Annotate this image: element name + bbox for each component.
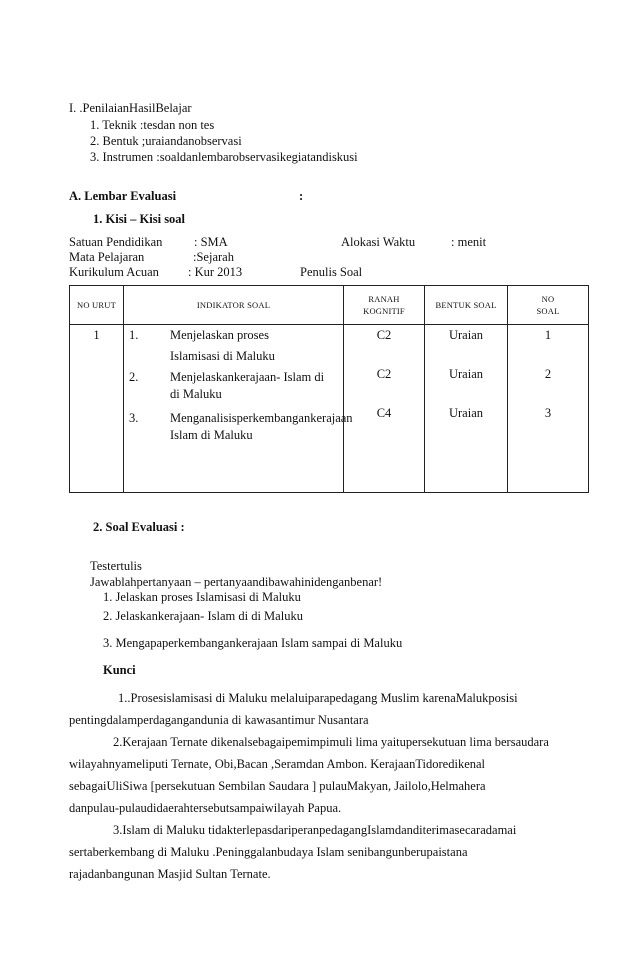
kisi-table [69,285,589,493]
no-soal-1: 1 [544,328,552,342]
indicator-num-3: 3. [129,411,139,425]
kunci-line-3: 2.Kerajaan Ternate dikenalsebagaipemimpimuli lima yaitupersekutuan lima bersaudara [113,735,549,749]
soal-instruction: Jawablahpertanyaan – pertanyaandibawahinidenganbenar! [90,575,383,589]
alokasi-value: : menit [451,235,487,249]
kunci-line-5: sebagaiUliSiwa [persekutuan Sembilan Saudara ] pulauMakyan, Jailolo,Helmahera [69,779,486,793]
satuan-label: Satuan Pendidikan [69,235,163,249]
kunci-line-8: sertaberkembang di Maluku .Peninggalanbudaya Islam senibangunberupaistana [69,845,468,859]
kunci-line-2: pentingdalamperdagangandunia di kawasantimur Nusantara [69,713,369,727]
kunci-line-4: wilayahnyameliputi Ternate, Obi,Bacan ,Seramdan Ambon. KerajaanTidoredikenal [69,757,486,771]
section-a-title: A. Lembar Evaluasi [69,189,177,203]
kisi-heading: 1. Kisi – Kisi soal [93,212,186,226]
kurikulum-label: Kurikulum Acuan [69,265,159,279]
mapel-value: :Sejarah [193,250,234,264]
table-header-row [70,286,589,325]
row-no-cell [70,325,124,493]
kunci-line-6: danpulau-pulaudidaerahtersebutsampaiwilayah Papua. [69,801,342,815]
header-no-urut: NO URUT [70,286,124,325]
kurikulum-value: : Kur 2013 [188,265,243,279]
header-ranah [344,286,425,325]
header-no-soal [508,286,589,325]
no-soal-2: 2 [544,367,552,381]
section1-heading: I. .PenilaianHasilBelajar [69,101,192,115]
header-no-soal-line1: NO [541,294,555,304]
mapel-label: Mata Pelajaran [69,250,145,264]
indicator-num-1: 1. [129,328,139,342]
indicator-num-2: 2. [129,370,139,384]
ranah-cell [344,325,425,493]
kunci-line-9: rajadanbangunan Masjid Sultan Ternate. [69,867,271,881]
section1-item-3: 3. Instrumen :soaldanlembarobservasikegiatandiskusi [90,150,358,164]
bentuk-2: Uraian [448,367,483,381]
kunci-line-7: 3.Islam di Maluku tidakterlepasdariperanpedagangIslamdanditerimasecaradamai [113,823,517,837]
no-soal-cell [508,325,589,493]
header-no-soal-line2: SOAL [536,306,560,316]
alokasi-label: Alokasi Waktu [341,235,416,249]
bentuk-3: Uraian [448,406,483,420]
ranah-3: C4 [376,406,392,420]
indicator-item-3 [124,408,353,444]
header-ranah-line1: RANAH [368,294,400,304]
ranah-1: C2 [376,328,392,342]
indicator-item-1 [124,325,343,367]
indicator-cell [124,325,353,493]
indicator-item-2 [124,367,343,403]
header-ranah-line2: KOGNITIF [363,306,405,316]
question-1: 1. Jelaskan proses Islamisasi di Maluku [103,590,301,604]
question-3: 3. Mengapaperkembangankerajaan Islam sampai di Maluku [103,636,403,650]
indicator-text-3: Menganalisisperkembangankerajaan Islam di Maluku [170,411,353,442]
question-2: 2. Jelaskankerajaan- Islam di di Maluku [103,609,303,623]
section1-item-2: 2. Bentuk ;uraiandanobservasi [90,134,242,148]
no-soal-3: 3 [544,406,552,420]
indicator-text-1: Menjelaskan proses Islamisasi di Maluku [170,328,275,363]
bentuk-1: Uraian [448,328,483,342]
penulis-label: Penulis Soal [300,265,363,279]
kunci-label: Kunci [103,663,136,677]
soal-heading: 2. Soal Evaluasi : [93,520,185,534]
section1-item-1: 1. Teknik :tesdan non tes [90,118,215,132]
header-bentuk: BENTUK SOAL [425,286,508,325]
kunci-line-1: 1..Prosesislamisasi di Maluku melaluiparapedagang Muslim karenaMalukposisi [118,691,518,705]
section-a-colon: : [299,189,304,203]
table-row [70,325,589,493]
row-no: 1 [93,328,100,342]
ranah-2: C2 [376,367,392,381]
soal-type: Testertulis [90,559,142,573]
bentuk-cell [425,325,508,493]
header-indikator: INDIKATOR SOAL [124,286,344,325]
satuan-value: : SMA [194,235,228,249]
indicator-text-2: Menjelaskankerajaan- Islam di di Maluku [170,370,325,401]
